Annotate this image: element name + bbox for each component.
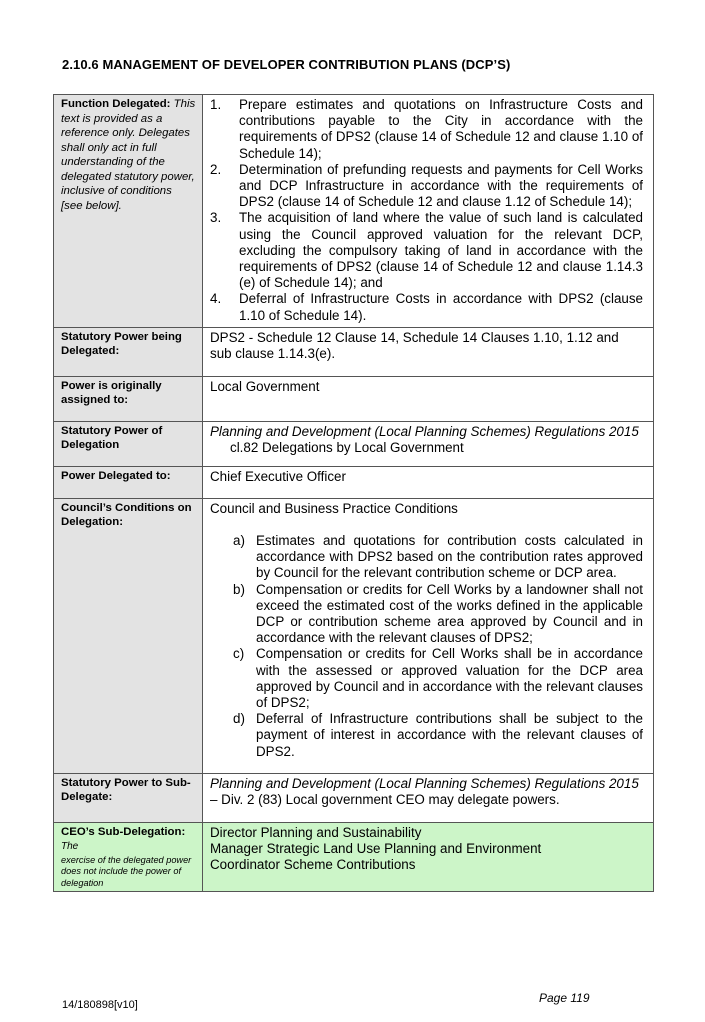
item-text: Prepare estimates and quotations on Infrastructure Costs and contributions payable to the City in accordance with the requirements of DPS2 (clause 14 of Schedule 12 and clause 1.10 of Schedule 14);	[239, 97, 643, 161]
item-number: 3.	[210, 210, 222, 226]
ceo-sub-note-inline: The	[61, 841, 79, 853]
label-originally-assigned: Power is originally assigned to:	[54, 376, 203, 421]
value-sub-delegate	[203, 773, 654, 822]
list-item	[210, 582, 643, 647]
regulation-clause: cl.82 Delegations by Local Government	[230, 440, 464, 456]
list-item	[210, 711, 643, 760]
sub-delegate-line: Coordinator Scheme Contributions	[210, 857, 416, 873]
item-number: 1.	[210, 97, 222, 112]
sub-delegate-clause: – Div. 2 (83) Local government CEO may delegate powers.	[210, 792, 560, 808]
row-delegated-to	[54, 466, 654, 498]
item-number: 4.	[210, 291, 222, 307]
ceo-sub-label: CEO’s Sub-Delegation:	[61, 825, 186, 838]
item-text: Compensation or credits for Cell Works by a landowner shall not exceed the estimated cost of the works defined in the applicable DCP or contribution scheme area approved by Council and in accordance with the relevant clauses of DPS2;	[256, 581, 643, 646]
row-function-delegated	[54, 95, 654, 328]
row-ceo-sub-delegation	[54, 822, 654, 892]
value-power-of-delegation	[203, 421, 654, 466]
item-text: Estimates and quotations for contribution costs calculated in accordance with DPS2 based on the contribution rates approved by Council for the relevant contribution scheme or DCP area.	[256, 533, 643, 581]
regulation-title: Planning and Development (Local Planning Schemes) Regulations 2015	[210, 423, 639, 439]
list-item	[210, 533, 643, 582]
function-delegated-label: Function Delegated:	[61, 98, 171, 110]
value-statutory-power: DPS2 - Schedule 12 Clause 14, Schedule 14 Clauses 1.10, 1.12 and sub clause 1.14.3(e).	[203, 327, 654, 376]
list-item	[210, 162, 643, 211]
function-delegated-note: This text is provided as a reference only. Delegates shall only act in full understanding of the delegated statutory power, inclusive of conditions [see below].	[61, 98, 196, 212]
delegation-table	[53, 94, 654, 892]
label-function-delegated	[54, 95, 203, 328]
item-letter: d)	[233, 711, 245, 727]
ceo-sub-note: exercise of the delegated power does not include the power of delegation	[61, 854, 192, 888]
list-item	[210, 210, 643, 291]
sub-delegate-line: Director Planning and Sustainability	[210, 824, 422, 840]
item-letter: a)	[233, 533, 245, 549]
sub-delegate-line: Manager Strategic Land Use Planning and Environment	[210, 841, 542, 857]
row-conditions	[54, 498, 654, 773]
page-number: Page 119	[539, 991, 590, 1005]
value-delegated-to: Chief Executive Officer	[203, 466, 654, 498]
row-power-of-delegation	[54, 421, 654, 466]
sub-delegate-regulation: Planning and Development (Local Planning Schemes) Regulations 2015	[210, 775, 639, 791]
label-conditions: Council’s Conditions on Delegation:	[54, 498, 203, 773]
item-text: Deferral of Infrastructure Costs in accordance with DPS2 (clause 1.10 of Schedule 14).	[239, 291, 643, 323]
value-conditions	[203, 498, 654, 773]
label-statutory-power: Statutory Power being Delegated:	[54, 327, 203, 376]
item-letter: b)	[233, 581, 245, 597]
function-list	[210, 97, 643, 324]
item-text: Deferral of Infrastructure contributions shall be subject to the payment of interest in accordance with the relevant clauses of DPS2.	[256, 711, 643, 759]
value-ceo-sub-delegation	[203, 822, 654, 892]
document-reference: 14/180898[v10]	[62, 999, 138, 1011]
list-item	[210, 291, 643, 323]
item-number: 2.	[210, 161, 222, 177]
list-item	[210, 646, 643, 711]
item-letter: c)	[233, 646, 245, 662]
label-sub-delegate: Statutory Power to Sub-Delegate:	[54, 773, 203, 822]
section-heading: 2.10.6 MANAGEMENT OF DEVELOPER CONTRIBUTION PLANS (DCP’S)	[62, 57, 511, 72]
list-item	[210, 97, 643, 162]
value-function-delegated	[203, 95, 654, 328]
row-sub-delegate	[54, 773, 654, 822]
label-delegated-to: Power Delegated to:	[54, 466, 203, 498]
label-ceo-sub-delegation	[54, 822, 203, 892]
item-text: Compensation or credits for Cell Works shall be in accordance with the assessed or approved valuation for the DCP area approved by Council and in accordance with the relevant clauses of DPS2;	[256, 646, 643, 711]
row-originally-assigned	[54, 376, 654, 421]
row-statutory-power	[54, 327, 654, 376]
conditions-list	[210, 533, 643, 760]
value-originally-assigned: Local Government	[203, 376, 654, 421]
conditions-intro: Council and Business Practice Conditions	[210, 500, 458, 516]
item-text: The acquisition of land where the value of such land is calculated using the Council approved valuation for the relevant DCP, excluding the compulsory taking of land in accordance with the requirements of DPS2 (clause 14 of Schedule 12 and clause 1.14.3 (e) of Schedule 14); and	[239, 210, 643, 291]
label-power-of-delegation: Statutory Power of Delegation	[54, 421, 203, 466]
item-text: Determination of prefunding requests and payments for Cell Works and DCP Infrastructure in accordance with the requirements of DPS2 (clause 14 of Schedule 12 and clause 1.12 of Schedule 14);	[239, 161, 643, 210]
